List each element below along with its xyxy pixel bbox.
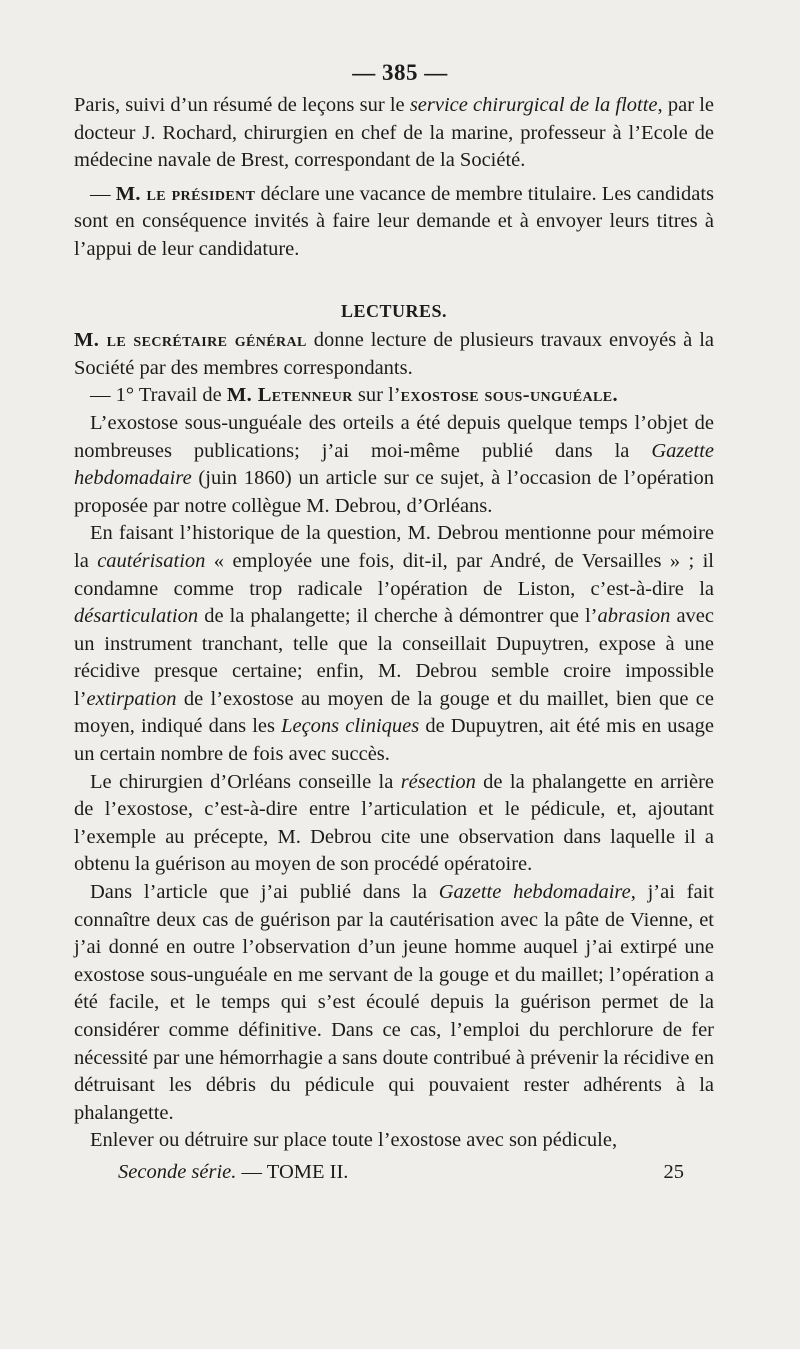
- text-run: de l’exostose au moyen de la gouge et du maillet, bien que ce moyen, indiqué dans les: [74, 687, 714, 738]
- text-run: —: [90, 182, 116, 205]
- text-run: donne lecture de plusieurs travaux envoyés à la Société par des membres correspondants.: [74, 329, 714, 379]
- text-run: sur l’: [352, 384, 401, 407]
- emphasis: abrasion: [597, 605, 671, 628]
- speaker-name: M. le président: [115, 182, 256, 205]
- text-run: Paris, suivi d’un résumé de leçons sur le: [74, 94, 410, 116]
- paragraph: Enlever ou détruire sur place toute l’exostose avec son pédicule,: [90, 1129, 618, 1152]
- emphasis: extirpation: [86, 687, 177, 710]
- signature-mark: 25: [663, 1160, 684, 1183]
- text-run: Le chirurgien d’Orléans conseille la: [90, 770, 401, 793]
- text-run: de Dupuytren, ait été mis en usage un certain nombre de fois avec succès.: [74, 715, 714, 766]
- emphasis: Gazette hebdomadaire: [74, 439, 714, 490]
- section-heading: LECTURES.: [340, 300, 448, 321]
- body-text: [74, 92, 714, 1187]
- text-run: L’exostose sous-unguéale des orteils a été depuis quelque temps l’objet de nombreuses publications; j’ai moi-même publié dans la: [74, 411, 714, 462]
- article-topic: exostose sous-unguéale.: [400, 384, 619, 407]
- text-run: En faisant l’historique de la question, M. Debrou mentionne pour mémoire la: [74, 522, 714, 572]
- emphasis: cautérisation: [97, 549, 206, 572]
- series-tome: [118, 1159, 348, 1187]
- paragraph: [74, 181, 714, 264]
- text-run: « employée une fois, dit-il, par André, de Versailles » ; il condamne comme trop radicale l’opération de Liston, c’est-à-dire la: [74, 549, 715, 600]
- text-run: de la phalangette en arrière de l’exostose, c’est-à-dire entre l’articulation et le pédicule, et, ajoutant l’exemple au précepte, M. Debrou cite une observation dans laquelle il a obtenu la guérison au moyen de son procédé opératoire.: [74, 770, 714, 876]
- series-label: Seconde série.: [118, 1160, 237, 1183]
- text-run: déclare une vacance de membre titulaire. Les candidats sont en conséquence invités à faire leur demande et à envoyer leurs titres à l’appui de leur candidature.: [74, 182, 714, 260]
- paragraph: [74, 92, 714, 175]
- text-run: de la phalangette; il cherche à démontrer que l’: [198, 605, 598, 628]
- paragraph: [74, 520, 714, 768]
- text-run: Dans l’article que j’ai publié dans la: [90, 881, 439, 904]
- paragraph: [74, 879, 714, 1127]
- emphasis: Leçons cliniques: [281, 715, 420, 738]
- text-run: — 1° Travail de: [90, 384, 227, 407]
- page-footer: [74, 1159, 714, 1187]
- emphasis: Gazette hebdomadaire: [438, 881, 631, 904]
- text-run: , j’ai fait connaître deux cas de guérison par la cautérisation avec la pâte de Vienne, et j’ai donné en outre l’observation d’un jeune homme auquel j’ai extirpé une exostose sous-unguéale en me servant de la gouge et du maillet; l’opération a été facile, et le temps qui s’est écoulé depuis la guérison permet de la considérer comme définitive. Dans ce cas, l’emploi du perchlorure de fer nécessité par une hémorrhagie a sans doute contribué à prévenir la récidive en détruisant les débris du pédicule qui pouvaient rester adhérents à la phalangette.: [74, 881, 715, 1124]
- text-run: avec un instrument tranchant, telle que la conseillait Dupuytren, expose à une récidive presque certaine; enfin, M. Debrou semble croire impossible l’: [74, 605, 715, 710]
- paragraph: [74, 410, 714, 520]
- emphasis: service chirurgical de la flotte: [409, 94, 658, 116]
- tome-label: — TOME II.: [241, 1160, 349, 1183]
- emphasis: résection: [400, 770, 476, 793]
- text-run: (juin 1860) un article sur ce sujet, à l’occasion de l’opération proposée par notre collègue M. Debrou, d’Orléans.: [74, 467, 714, 517]
- paragraph: [74, 327, 714, 382]
- author-name: M. Letenneur: [226, 384, 353, 407]
- speaker-name: M. le secrétaire général: [74, 329, 307, 352]
- page-number: — 385 —: [352, 60, 448, 85]
- text-run: , par le docteur J. Rochard, chirurgien en chef de la marine, professeur à l’Ecole de médecine navale de Brest, correspondant de la Société.: [74, 94, 714, 172]
- paragraph: [74, 382, 714, 410]
- paragraph: [74, 769, 714, 879]
- emphasis: désarticulation: [74, 605, 199, 628]
